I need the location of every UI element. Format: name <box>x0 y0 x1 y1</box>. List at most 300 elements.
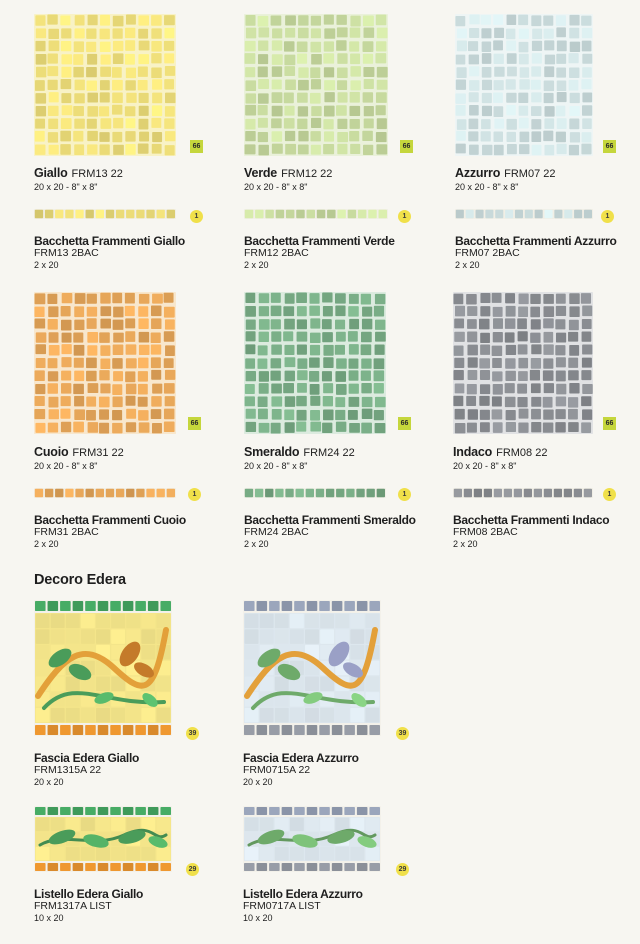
mosaic-chip <box>138 144 149 154</box>
strip-chip <box>245 210 253 218</box>
strip-chip <box>535 210 543 218</box>
mosaic-chip <box>164 422 175 432</box>
mosaic-chip <box>311 145 321 155</box>
mosaic-chip <box>507 144 517 154</box>
mosaic-chip <box>582 132 592 142</box>
mosaic-chip <box>455 383 465 393</box>
mosaic-chip <box>297 383 307 393</box>
mosaic-chip <box>113 307 123 318</box>
mosaic-chip <box>87 131 98 141</box>
strip-chip <box>484 489 492 497</box>
mosaic-chip <box>506 105 516 115</box>
mosaic-chip <box>88 422 99 433</box>
field-chip <box>66 847 80 860</box>
mosaic-chip <box>568 332 578 342</box>
mosaic-chip <box>258 67 268 78</box>
mosaic-chip <box>297 42 308 53</box>
mosaic-chip <box>259 383 269 394</box>
mosaic-chip <box>62 333 72 343</box>
strip-chip <box>75 489 83 497</box>
mosaic-chip <box>271 384 282 394</box>
strip-chip <box>356 489 364 497</box>
field-chip <box>350 708 364 723</box>
mosaic-chip <box>48 53 58 63</box>
mosaic-chip <box>374 358 385 369</box>
border-chip <box>98 863 109 871</box>
field-chip <box>365 676 379 691</box>
mosaic-chip <box>492 409 503 419</box>
mosaic-chip <box>493 307 503 317</box>
mosaic-chip <box>61 54 72 64</box>
mosaic-chip <box>245 144 256 154</box>
mosaic-chip <box>284 319 295 330</box>
mosaic-chip <box>469 119 479 129</box>
mosaic-chip <box>151 305 162 316</box>
mosaic-chip <box>60 409 70 419</box>
section-title: Decoro Edera <box>34 572 126 588</box>
mosaic-chip <box>480 306 490 316</box>
mosaic-chip <box>272 79 282 89</box>
mosaic-chip <box>469 80 479 91</box>
mosaic-chip <box>151 344 161 354</box>
mosaic-chip <box>581 293 591 304</box>
mosaic-chip <box>454 345 464 355</box>
mosaic-chip <box>518 331 528 341</box>
field-chip <box>275 818 289 831</box>
mosaic-chip <box>310 42 321 53</box>
field-chip <box>111 629 125 644</box>
mosaic-chip <box>298 15 308 25</box>
pieces-badge: 1 <box>190 210 203 223</box>
mosaic-chip <box>151 68 161 79</box>
mosaic-chip <box>270 371 280 381</box>
mosaic-chip <box>309 306 320 316</box>
mosaic-chip <box>455 306 465 317</box>
strip-smeraldo <box>244 488 386 498</box>
mosaic-chip <box>323 396 333 406</box>
border-chip <box>73 725 84 735</box>
mosaic-chip <box>246 28 256 39</box>
mosaic-chip <box>337 80 347 90</box>
border-chip <box>160 601 171 611</box>
mosaic-chip <box>480 370 490 380</box>
mosaic-chip <box>337 68 348 78</box>
mosaic-chip <box>151 357 161 368</box>
mosaic-chip <box>48 397 58 408</box>
border-chip <box>135 863 146 871</box>
mosaic-chip <box>310 422 321 432</box>
border-chip <box>85 725 96 735</box>
tile-smeraldo <box>244 292 386 434</box>
mosaic-chip <box>112 105 122 115</box>
strip-verde <box>244 209 388 219</box>
strip-chip <box>75 210 83 218</box>
field-chip <box>66 629 80 644</box>
field-chip <box>260 847 274 860</box>
mosaic-chip <box>245 53 256 64</box>
mosaic-chip <box>545 55 555 65</box>
mosaic-chip <box>271 331 281 341</box>
mosaic-chip <box>284 66 295 76</box>
border-chip <box>48 863 59 871</box>
mosaic-chip <box>453 294 463 305</box>
border-chip <box>344 601 355 611</box>
border-chip <box>344 863 355 871</box>
mosaic-chip <box>86 42 96 52</box>
border-chip <box>269 725 280 735</box>
mosaic-chip <box>61 383 71 393</box>
mosaic-chip <box>362 131 373 141</box>
mosaic-chip <box>469 66 479 76</box>
border-chip <box>35 725 46 735</box>
field-chip <box>290 708 304 723</box>
mosaic-chip <box>507 132 516 142</box>
mosaic-chip <box>49 332 59 343</box>
mosaic-chip <box>139 332 150 343</box>
pieces-badge: 29 <box>396 863 409 876</box>
pieces-badge: 66 <box>398 417 411 430</box>
listello-giallo <box>34 806 172 872</box>
mosaic-chip <box>466 396 476 406</box>
mosaic-chip <box>322 371 332 381</box>
mosaic-chip <box>569 15 579 26</box>
mosaic-chip <box>557 40 567 51</box>
mosaic-chip <box>34 409 45 419</box>
mosaic-chip <box>283 331 293 341</box>
field-chip <box>275 708 289 723</box>
mosaic-chip <box>519 54 529 65</box>
mosaic-chip <box>569 68 579 78</box>
mosaic-chip <box>556 54 566 64</box>
strip-chip <box>265 489 273 497</box>
mosaic-chip <box>74 320 84 330</box>
mosaic-chip <box>259 319 270 330</box>
field-chip <box>156 692 170 707</box>
mosaic-chip <box>35 344 46 354</box>
mosaic-chip <box>494 54 504 64</box>
mosaic-chip <box>88 383 99 393</box>
mosaic-chip <box>569 119 579 130</box>
strip-azzurro <box>455 209 593 219</box>
border-chip <box>344 807 355 815</box>
mosaic-chip <box>493 422 503 433</box>
mosaic-chip <box>544 106 554 116</box>
mosaic-chip <box>113 333 124 343</box>
strip-chip <box>514 489 522 497</box>
mosaic-chip <box>323 345 333 356</box>
mosaic-chip <box>74 41 84 52</box>
mosaic-chip <box>86 371 97 381</box>
field-chip <box>81 614 95 629</box>
mosaic-chip <box>126 358 137 368</box>
border-chip <box>123 863 134 871</box>
strip-chip <box>255 489 263 497</box>
border-chip <box>307 807 318 815</box>
mosaic-chip <box>126 384 137 395</box>
mosaic-chip <box>100 306 111 316</box>
mosaic-chip <box>112 67 122 78</box>
strip-chip <box>106 210 114 218</box>
mosaic-chip <box>164 293 174 303</box>
mosaic-chip <box>506 119 516 130</box>
mosaic-chip <box>556 106 566 117</box>
mosaic-chip <box>48 423 58 433</box>
mosaic-chip <box>258 359 268 369</box>
mosaic-chip <box>74 345 85 356</box>
mosaic-chip <box>165 145 175 155</box>
field-chip <box>156 676 170 691</box>
border-chip <box>369 807 380 815</box>
mosaic-chip <box>376 41 386 51</box>
border-chip <box>269 601 280 611</box>
mosaic-chip <box>569 320 579 331</box>
mosaic-chip <box>152 79 162 90</box>
pieces-badge: 66 <box>190 140 203 153</box>
mosaic-chip <box>152 105 162 116</box>
mosaic-chip <box>350 16 360 27</box>
mosaic-chip <box>126 14 136 24</box>
field-chip <box>245 629 259 644</box>
mosaic-chip <box>87 80 97 90</box>
mosaic-chip <box>125 293 135 304</box>
mosaic-chip <box>506 41 516 51</box>
mosaic-chip <box>272 40 282 50</box>
field-chip <box>51 614 65 629</box>
mosaic-chip <box>285 293 295 303</box>
field-chip <box>320 708 334 723</box>
decor-fascia-giallo <box>34 600 172 736</box>
mosaic-chip <box>311 16 321 26</box>
mosaic-chip <box>519 294 529 305</box>
strip-chip <box>276 210 284 218</box>
mosaic-chip <box>245 293 255 303</box>
mosaic-chip <box>557 118 567 129</box>
strip-chip <box>316 489 324 497</box>
mosaic-chip <box>377 118 387 129</box>
mosaic-chip <box>570 42 580 52</box>
border-chip <box>135 807 146 815</box>
mosaic-chip <box>86 410 96 420</box>
field-chip <box>126 614 140 629</box>
strip-chip <box>157 210 165 218</box>
strip-label-verde: Bacchetta Frammenti Verde FRM12 2BAC 2 x 20 <box>244 234 395 270</box>
strip-chip <box>55 489 63 497</box>
mosaic-chip <box>323 53 334 63</box>
mosaic-chip <box>569 293 579 304</box>
mosaic-chip <box>258 145 268 156</box>
mosaic-chip <box>375 294 385 304</box>
tile-label-azzurro: Azzurro FRM07 22 20 x 20 - 8" x 8" <box>455 166 556 192</box>
mosaic-chip <box>506 410 516 420</box>
mosaic-chip <box>47 294 57 304</box>
mosaic-chip <box>531 422 541 432</box>
field-chip <box>96 708 110 723</box>
mosaic-chip <box>456 131 466 141</box>
mosaic-chip <box>283 383 294 393</box>
mosaic-chip <box>245 67 255 77</box>
field-chip <box>156 708 170 723</box>
mosaic-chip <box>285 15 296 25</box>
field-chip <box>305 708 319 723</box>
pieces-badge: 29 <box>186 863 199 876</box>
field-chip <box>36 708 50 723</box>
mosaic-chip <box>151 332 161 343</box>
field-chip <box>126 629 140 644</box>
field-chip <box>51 708 65 723</box>
field-chip <box>156 614 170 629</box>
border-chip <box>110 601 121 611</box>
mosaic-chip <box>336 384 347 395</box>
mosaic-chip <box>35 423 45 433</box>
mosaic-chip <box>467 423 477 433</box>
mosaic-chip <box>506 29 515 40</box>
mosaic-chip <box>151 318 161 329</box>
strip-chip <box>45 210 53 218</box>
mosaic-chip <box>49 145 59 155</box>
mosaic-chip <box>310 318 320 328</box>
mosaic-chip <box>126 396 136 406</box>
mosaic-chip <box>467 384 477 394</box>
pieces-badge: 66 <box>603 417 616 430</box>
mosaic-chip <box>494 145 504 156</box>
mosaic-chip <box>336 15 346 25</box>
mosaic-chip <box>530 307 540 318</box>
mosaic-chip <box>151 53 161 63</box>
field-chip <box>36 614 50 629</box>
mosaic-chip <box>138 80 148 90</box>
mosaic-chip <box>139 119 149 130</box>
border-chip <box>294 725 305 735</box>
mosaic-chip <box>86 29 96 39</box>
mosaic-chip <box>87 119 97 129</box>
mosaic-chip <box>113 397 123 408</box>
border-chip <box>35 601 46 611</box>
mosaic-chip <box>468 409 478 419</box>
mosaic-chip <box>481 15 491 25</box>
mosaic-chip <box>568 53 578 63</box>
mosaic-chip <box>73 106 84 116</box>
strip-chip <box>255 210 263 218</box>
mosaic-chip <box>456 105 466 116</box>
mosaic-chip <box>469 28 479 38</box>
mosaic-chip <box>245 105 256 116</box>
mosaic-chip <box>581 16 591 26</box>
strip-chip <box>524 489 532 497</box>
mosaic-chip <box>272 131 283 141</box>
mosaic-chip <box>272 106 283 117</box>
strip-chip <box>136 489 144 497</box>
mosaic-chip <box>113 53 124 64</box>
mosaic-chip <box>544 93 554 103</box>
field-chip <box>156 818 170 831</box>
mosaic-chip <box>74 358 84 368</box>
mosaic-chip <box>361 358 371 368</box>
strip-chip <box>45 489 53 497</box>
mosaic-chip <box>152 132 162 142</box>
mosaic-chip <box>246 93 257 103</box>
strip-chip <box>126 210 134 218</box>
strip-chip <box>245 489 253 497</box>
border-chip <box>357 601 368 611</box>
mosaic-chip <box>375 332 386 342</box>
mosaic-chip <box>297 370 307 380</box>
mosaic-chip <box>61 118 72 129</box>
mosaic-chip <box>75 80 85 91</box>
mosaic-chip <box>469 145 479 155</box>
mosaic-chip <box>362 319 372 330</box>
border-chip <box>110 863 121 871</box>
mosaic-chip <box>100 92 110 102</box>
mosaic-chip <box>73 67 83 78</box>
mosaic-chip <box>164 41 174 51</box>
mosaic-chip <box>520 67 529 78</box>
border-chip <box>73 807 84 815</box>
mosaic-chip <box>48 383 58 394</box>
mosaic-chip <box>296 396 307 406</box>
mosaic-chip <box>35 370 45 381</box>
mosaic-chip <box>582 92 592 102</box>
mosaic-chip <box>138 358 148 369</box>
field-chip <box>305 629 319 644</box>
mosaic-chip <box>518 371 528 381</box>
border-chip <box>85 807 96 815</box>
mosaic-chip <box>505 293 515 303</box>
border-chip <box>257 601 268 611</box>
mosaic-chip <box>112 132 122 142</box>
mosaic-chip <box>258 16 269 27</box>
field-chip <box>96 818 110 831</box>
mosaic-chip <box>112 293 122 303</box>
field-chip <box>365 818 379 831</box>
mosaic-chip <box>531 80 541 90</box>
mosaic-chip <box>374 383 384 393</box>
mosaic-chip <box>348 331 358 341</box>
mosaic-chip <box>259 332 269 342</box>
mosaic-chip <box>138 384 148 395</box>
mosaic-chip <box>364 118 374 128</box>
mosaic-chip <box>285 371 295 382</box>
mosaic-chip <box>556 15 566 26</box>
field-chip <box>96 629 110 644</box>
mosaic-chip <box>468 131 478 141</box>
mosaic-chip <box>126 93 136 103</box>
mosaic-chip <box>531 358 541 369</box>
mosaic-chip <box>164 409 174 420</box>
mosaic-chip <box>86 67 97 77</box>
mosaic-chip <box>375 53 386 63</box>
border-chip <box>110 807 121 815</box>
strip-chip <box>584 489 592 497</box>
listello-azzurro <box>243 806 381 872</box>
tile-verde <box>244 14 388 156</box>
mosaic-chip <box>259 306 269 316</box>
mosaic-chip <box>61 28 71 38</box>
strip-chip <box>275 489 283 497</box>
mosaic-chip <box>112 358 122 369</box>
mosaic-chip <box>297 332 308 342</box>
mosaic-chip <box>35 319 46 329</box>
mosaic-chip <box>285 357 296 367</box>
mosaic-chip <box>364 106 374 116</box>
mosaic-chip <box>363 54 373 64</box>
mosaic-chip <box>335 293 346 303</box>
mosaic-chip <box>100 15 110 26</box>
listello-label-giallo: Listello Edera Giallo FRM1317A LIST 10 x 20 <box>34 887 144 923</box>
border-chip <box>148 601 159 611</box>
mosaic-chip <box>35 131 45 142</box>
mosaic-chip <box>349 423 360 433</box>
mosaic-chip <box>324 15 334 25</box>
